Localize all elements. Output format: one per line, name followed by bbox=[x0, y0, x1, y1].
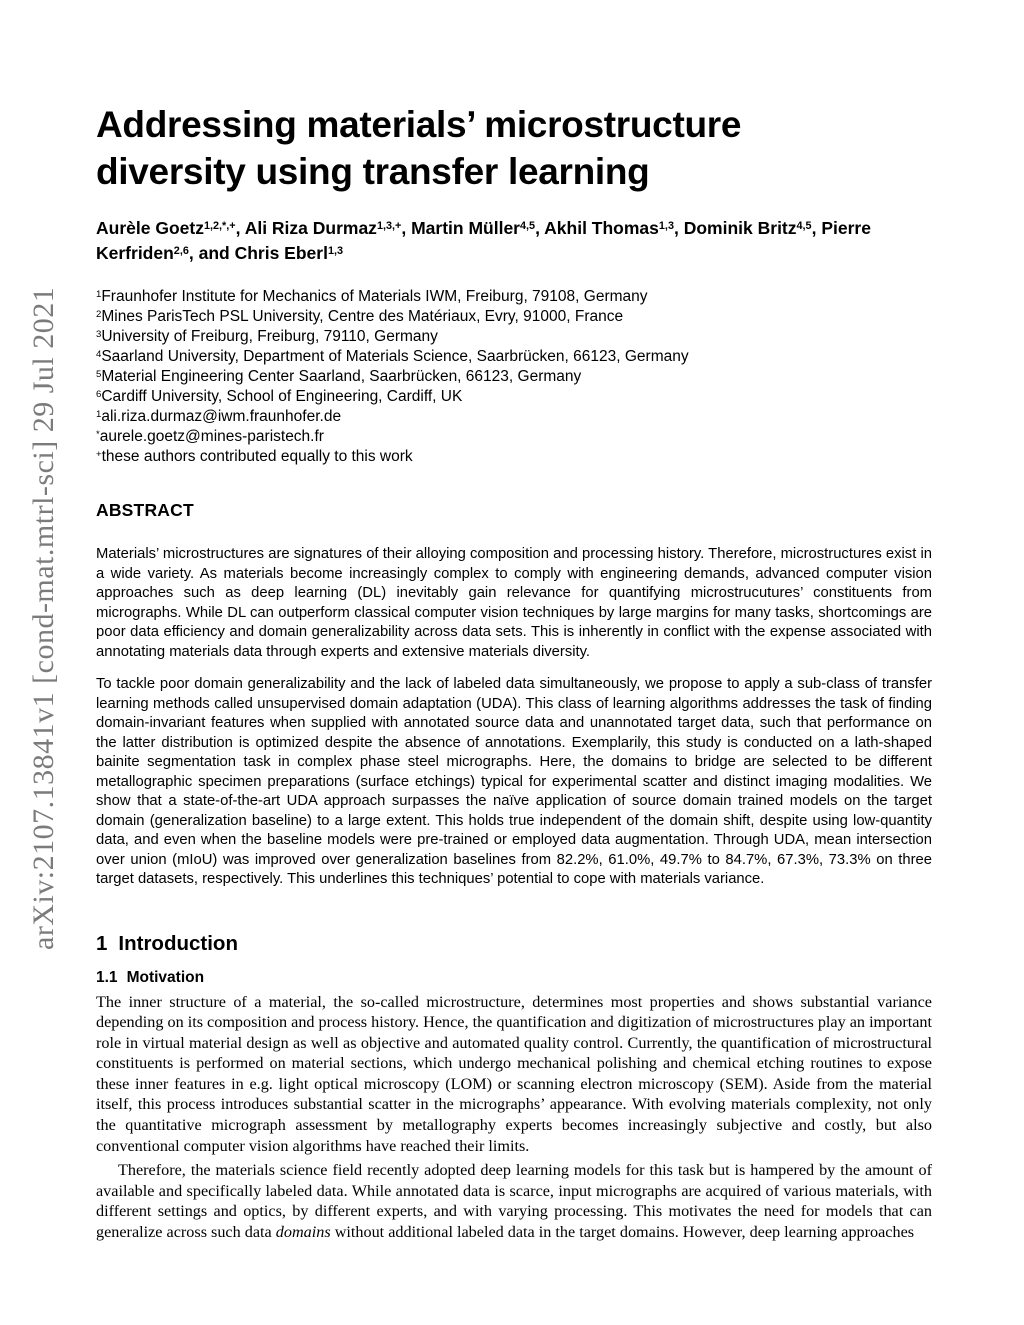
affiliation-text: Fraunhofer Institute for Mechanics of Materials IWM, Freiburg, 79108, Germany bbox=[101, 288, 648, 305]
note-text: these authors contributed equally to this work bbox=[101, 448, 413, 465]
affiliation-line bbox=[96, 347, 932, 367]
affiliation-marker: 1 bbox=[96, 288, 102, 300]
body-paragraph-1: The inner structure of a material, the so-called microstructure, determines most properties and shows substantial variance depending on its composition and process history. Hence, the quantification and digitization of microstructures play an important role in virtual material design as well as objective and automated quality control. Currently, the quantification of microstructural constituents is performed on material sections, which undergo mechanical polishing and chemical etching routines to expose these inner features in e.g. light optical microscopy (LOM) or scanning electron microscopy (SEM). Aside from the material itself, this process introduces substantial scatter in the micrographs’ appearance. With evolving materials complexity, not only the quantitative micrograph assessment by metallography experts becomes increasingly subjective and costly, but also conventional computer vision algorithms have reached their limits. bbox=[96, 992, 933, 1155]
arxiv-watermark: arXiv:2107.13841v1 [cond-mat.mtrl-sci] 29 Jul 2021 bbox=[27, 286, 60, 950]
body-paragraph-2 bbox=[96, 1160, 932, 1242]
affiliation-list bbox=[96, 287, 932, 467]
author-name: Martin Müller bbox=[411, 218, 520, 238]
paper-title: Addressing materials’ microstructure diversity using transfer learning bbox=[96, 104, 742, 192]
body-paragraph-2-text: without additional labeled data in the target domains. However, deep learning approaches bbox=[330, 1223, 915, 1242]
author-affiliation-marker: 1,3,+ bbox=[376, 220, 402, 233]
author bbox=[684, 218, 822, 238]
note-marker: + bbox=[96, 448, 102, 460]
subsection-heading-motivation bbox=[96, 969, 932, 987]
author bbox=[199, 243, 343, 263]
author-affiliation-marker: 4,5 bbox=[520, 220, 536, 233]
author-name: Dominik Britz bbox=[683, 218, 797, 238]
email-text: ali.riza.durmaz@iwm.fraunhofer.de bbox=[101, 408, 342, 425]
affiliation-line bbox=[96, 287, 932, 307]
abstract-paragraph-1: Materials’ microstructures are signatures of their alloying composition and processing history. Therefore, microstructures exist in a wide variety. As materials become increasingly complex to comply with engineering demands, advanced computer vision approaches such as deep learning (DL) inevitably gain relevance for quantifying microstrucutures’ constituents from micrographs. While DL can outperform classical computer vision techniques by large margins for many tasks, shortcomings are poor data efficiency and domain generalizability across data sets. This is inherently in conflict with the expense associated with annotating materials data through experts and extensive materials diversity. bbox=[96, 546, 932, 660]
body-paragraph-2-text: Therefore, the materials science field recently adopted deep learning models for this task but is hampered by the amount of available and specifically labeled data. While annotated data is scarce, input micrographs are acquired of various materials, with different settings and optics, by different experts, and with varying processing. This motivates the need for models that can generalize across such data bbox=[96, 1161, 932, 1242]
affiliation-marker: 3 bbox=[96, 328, 102, 340]
email-text: aurele.goetz@mines-paristech.fr bbox=[99, 428, 324, 445]
subsection-title: Motivation bbox=[126, 968, 205, 986]
email-marker: * bbox=[96, 428, 100, 440]
affiliation-marker: 6 bbox=[96, 388, 102, 400]
paper-content bbox=[96, 0, 932, 1243]
author-separator: , bbox=[401, 218, 412, 238]
affiliation-line bbox=[96, 367, 932, 387]
section-heading-introduction bbox=[96, 932, 932, 956]
author-separator: , bbox=[235, 218, 245, 238]
author-list bbox=[96, 216, 916, 266]
author bbox=[544, 218, 684, 238]
author-name: Pierre Kerfriden bbox=[96, 218, 871, 263]
corresponding-email-line bbox=[96, 427, 932, 447]
author-separator: , bbox=[811, 218, 822, 238]
author-separator: , bbox=[535, 218, 545, 238]
author-affiliation-marker: 2,6 bbox=[173, 245, 189, 258]
subsection-number: 1.1 bbox=[96, 968, 118, 986]
equal-contribution-note bbox=[96, 447, 932, 467]
affiliation-marker: 5 bbox=[96, 368, 102, 380]
affiliation-text: Saarland University, Department of Materials Science, Saarbrücken, 66123, Germany bbox=[101, 348, 689, 365]
abstract-heading: ABSTRACT bbox=[96, 500, 194, 520]
author-separator: , bbox=[188, 243, 199, 263]
section-number: 1 bbox=[96, 931, 108, 955]
corresponding-email-line bbox=[96, 407, 932, 427]
affiliation-marker: 4 bbox=[96, 348, 102, 360]
author bbox=[245, 218, 411, 238]
author-name: and Chris Eberl bbox=[198, 243, 328, 263]
affiliation-line bbox=[96, 307, 932, 327]
author-name: Akhil Thomas bbox=[544, 218, 659, 238]
affiliation-text: Material Engineering Center Saarland, Saarbrücken, 66123, Germany bbox=[101, 368, 582, 385]
author-affiliation-marker: 1,2,*,+ bbox=[203, 220, 236, 233]
author bbox=[411, 218, 544, 238]
affiliation-marker: 2 bbox=[96, 308, 102, 320]
section-title: Introduction bbox=[118, 931, 238, 955]
author-name: Aurèle Goetz bbox=[96, 218, 204, 238]
body-paragraph-2-italic: domains bbox=[275, 1223, 331, 1242]
affiliation-text: Mines ParisTech PSL University, Centre des Matériaux, Evry, 91000, France bbox=[101, 308, 624, 325]
email-marker: 1 bbox=[96, 408, 102, 420]
author-separator: , bbox=[673, 218, 684, 238]
abstract-paragraph-2: To tackle poor domain generalizability and the lack of labeled data simultaneously, we propose to apply a sub-class of transfer learning methods called unsupervised domain adaptation (UDA). This class of learning algorithms addresses the task of finding domain-invariant features when supplied with annotated source data and unannotated target data, such that performance on the latter distribution is optimized despite the absence of annotations. Exemplarily, this study is conducted on a lath-shaped bainite segmentation task in complex phase steel micrographs. Here, the domains to bridge are selected to be different metallographic specimen preparations (surface etchings) typical for experimental scatter and distinct imaging modalities. We show that a state-of-the-art UDA approach surpasses the naïve application of source domain trained models on the target domain (generalization baseline) to a large extent. This holds true independent of the domain shift, despite using low-quantity data, and even when the baseline models were pre-trained or employed data augmentation. Through UDA, mean intersection over union (mIoU) was improved over generalization baselines from 82.2%, 61.0%, 49.7% to 84.7%, 67.3%, 73.3% on three target datasets, respectively. This underlines this techniques’ potential to cope with materials variance. bbox=[96, 676, 932, 887]
affiliation-text: Cardiff University, School of Engineering, Cardiff, UK bbox=[101, 388, 463, 405]
affiliation-line bbox=[96, 327, 932, 347]
affiliation-line bbox=[96, 387, 932, 407]
author-name: Ali Riza Durmaz bbox=[244, 218, 377, 238]
author bbox=[96, 218, 245, 238]
author-affiliation-marker: 4,5 bbox=[796, 220, 812, 233]
affiliation-text: University of Freiburg, Freiburg, 79110, Germany bbox=[101, 328, 438, 345]
author-affiliation-marker: 1,3 bbox=[658, 220, 674, 233]
author-affiliation-marker: 1,3 bbox=[327, 245, 344, 258]
